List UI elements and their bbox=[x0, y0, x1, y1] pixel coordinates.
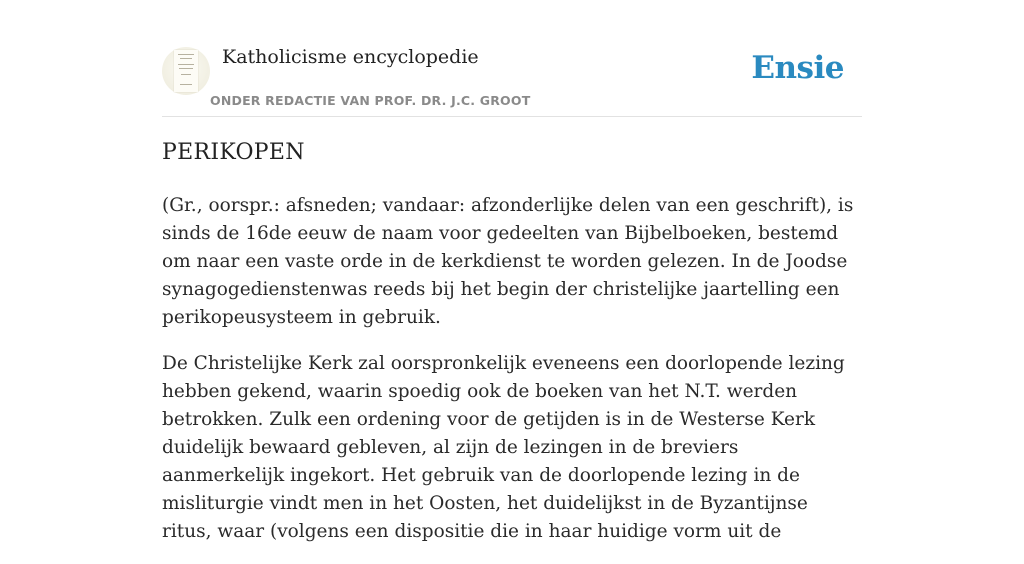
article-paragraph: De Christelijke Kerk zal oorspronkelijk eveneens een doorlopende lezing hebben gekend, waarin spoedig ook de boeken van het N.T. werden betrokken. Zulk een ordening voor de getijden is in de Westerse Kerk duidelijk bewaard gebleven, al zijn de lezingen in de breviers aanmerkelijk ingekort. Het gebruik van de doorlopende lezing in de misliturgie vindt men in het Oosten, het duidelijkst in de Byzantijnse ritus, waar (volgens een dispositie die in haar huidige vorm uit de bbox=[162, 353, 845, 542]
site-title[interactable]: Katholicisme encyclopedie bbox=[222, 46, 479, 68]
ensie-logo[interactable]: Ensie bbox=[751, 50, 844, 86]
article-title: PERIKOPEN bbox=[162, 140, 305, 165]
book-cover-icon[interactable] bbox=[162, 47, 210, 95]
site-header bbox=[162, 0, 862, 117]
article-paragraph: (Gr., oorspr.: afsneden; vandaar: afzonderlijke delen van een geschrift), is sinds de 16de eeuw de naam voor gedeelten van Bijbelboeken, bestemd om naar een vaste orde in de kerkdienst te worden gelezen. In de Joodse synagogedienstenwas reeds bij het begin der christelijke jaartelling een perikopeusysteem in gebruik. bbox=[162, 195, 854, 328]
article-body bbox=[162, 192, 862, 564]
site-subtitle: ONDER REDACTIE VAN PROF. DR. J.C. GROOT bbox=[210, 93, 531, 108]
book-cover-page bbox=[174, 50, 198, 92]
page bbox=[162, 0, 862, 542]
